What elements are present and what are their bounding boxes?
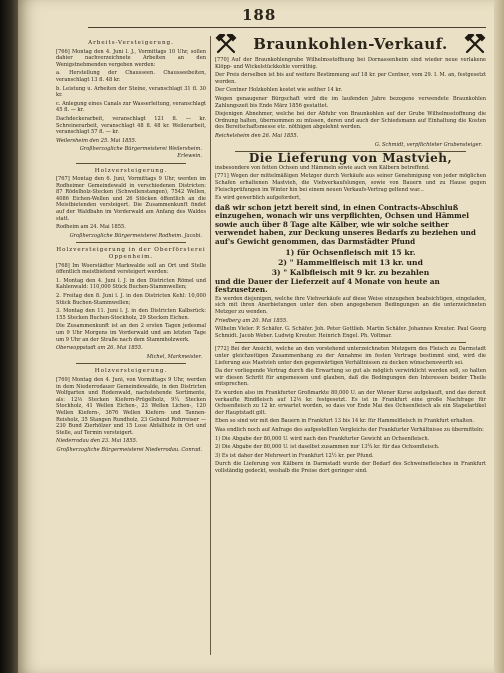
notice-paragraph: [770] Auf der Braunkohlengrube Wilhelmsstoffnung bei Dornassenheim sind wieder neue verlakene Klöpp- und Wickelstückkohle vorräthig.: [215, 57, 486, 70]
notice-date: Weilersheim den 25. Mai 1855.: [56, 137, 137, 144]
notice-braunkohlen: [215, 57, 486, 148]
notice-paragraph: Wegen genaugener Bürgschaft wird die im laufenden Jahre bezogene verwendete Braunkohlen Zahlungszeit bis Ende März 1856 gestattet.: [215, 95, 486, 109]
notice-paragraph: a. Herstellung der Chausseen. Chausseebeiten, veranschlagt 13 fl. 48 kr.: [56, 70, 206, 83]
notice-paragraph: Durch die Lieferung von Kälbern in Darmstadt wurde der Bedarf des Schweinefleisches in Frankfurt vollständig gedeckt, weshalb die Preise dort geringer sind.: [215, 461, 486, 474]
section-divider: [76, 163, 186, 164]
section-heading: Holzversteigerung.: [94, 368, 168, 375]
section-heading: Arbeits-Versteigerung.: [88, 40, 174, 46]
notice-paragraph: Was endlich noch auf Anfrage des aufgestellten Vergleichs der Frankfurter Verhältnisse zu übermitteln:: [215, 426, 484, 433]
crossed-hammers-icon: [215, 34, 237, 54]
notice-paragraph: c. Anlegung eines Canals zur Wasserleitung, veranschlagt 45 fl. — kr.: [56, 100, 206, 114]
notice-paragraph: 3) Es ist daher der Mehrwert in Frankfurt 12½ kr. per Pfund.: [215, 452, 374, 459]
right-column: [215, 32, 486, 655]
page-number: 188: [242, 6, 277, 24]
signatory-names: Wilhelm Vieler. P. Schäfer. G. Schäfer. Joh. Peter Gottlieb. Martin Schäfer. Johannes Kreuter. Paul Georg Schmidt. Jacob Weber. Ludwig Kreuter. Heinrich Engel. Ph. Voltmar.: [215, 326, 486, 339]
section-heading: Holzversteigerung in der Oberförsterei Oppenheim.: [56, 247, 206, 261]
notice-arbeits-versteigerung: [56, 40, 206, 160]
notice-paragraph: Es werden diejenigen, welche ihre Viehverkäufe auf diese Weise einzugehen beabsichtigen, eingeladen, sich mit ihren Anerbietungen unter den oben angegebenen Bedingungen an die unterzeichneten Metzger zu wenden.: [215, 295, 486, 316]
notice-paragraph: Es wurden also im Frankfurter Großmarkte 80,000 U. an der Wiener Kurse aufgekauft, und das derzeit verkaufte Rindfleisch auf 12⅓ kr. festgesetzt. Es ist in Frankfurt eine große Nachfrage für Ochsenfleisch zu 12 kr. erwartet worden, so dass vor Ende Mai des Ochsenfleisch als ein Stapelartikel der Hauptstadt gilt.: [215, 389, 486, 416]
book-binding-edge: [0, 0, 18, 673]
notice-paragraph: Eben so sind wir mit den Bauern in Frankfurt 13 bis 14 kr. für Hammelfleisch in Frankfurt erhalten.: [215, 418, 474, 425]
notice-paragraph: [767] Montag den 6. Juni, Vormittags 9 Uhr, werden im Rodheimer Gemeindewald in verschiedenen Districten: 87 Rödelholz-Stecken (Schwellenstangen), 7542 Wellen, 4086 Eichen-Wellen und 26 Stöcken öffentlich an die Meistbietenden versteigert. Die Zusammenkunft findet auf der Waldbahn im Vorderwald am Anfang des Waldes statt.: [56, 176, 206, 222]
notice-paragraph: 1. Montag den 4. Juni l. J. in den Districten Römel und Kahlenwald: 110,000 Stück Buchen-Stammwellen;: [56, 277, 206, 291]
notice-paragraph: 2) Die Abgabe der 80,000 U. ist daselbst zusammen nur 13¾ kr. für das Ochsenfleisch.: [215, 444, 440, 451]
notice-signature: Großherzogliche Bürgermeisterei Niederrodau. Conrad.: [56, 446, 202, 453]
notice-response: [215, 346, 486, 474]
notice-paragraph: Da der vorliegende Vertrag durch die Erwartung so gut als möglich verwirklicht werden soll, so halten wir diesen Schritt für angemessen und glauben, daß die Bedingungen den Interessen beider Theile entsprechen.: [215, 368, 486, 388]
notice-paragraph: Die Zusammenkunft ist an den 2 ersten Tagen jedesmal um 9 Uhr Morgens im Vorderwald und am letzten Tage um 9 Uhr an der Straße nach dem Stammholzwerk.: [56, 323, 206, 343]
contract-duration: und die Dauer der Lieferzeit auf 4 Monate von heute an festzusetzen.: [215, 276, 440, 295]
section-divider: [76, 242, 186, 243]
notice-paragraph: [772] Bei der Ansicht, welche an den vorstehend unterzeichneten Metzgern des Fleisch zu Darmstadt unter gleichzeitigen Zusammenhang zu der Annahme im festen Vertrage bestimmt sind, wird die Lieferung aus Mastvieh unter den gegenwärtigen Verhältnissen zu decken wünschenswerth sei.: [215, 346, 486, 366]
notice-paragraph: 3. Montag den 11. Juni l. J. in den Districten Kalbsrück: 155 Stecken Buchen-Stockholz, 29 Stecken Eichen.: [56, 308, 206, 321]
notice-paragraph: Diejenigen Abnehmer, welche bei der Abfuhr von Braunkohlen auf der Grube Wilhelmsstoffnung die Ordnung halten, übernommen zu müssen, deren und auch der Schiedsmann auf Einhaltung die Kosten des Bereitschaftsmesse etc. nöthigen abgelehnt werden.: [215, 111, 486, 131]
notice-paragraph: 2. Freitag den 8. Juni l. J. in den Districten Kehl: 10,000 Stück Buchen-Stammwellen;: [56, 293, 206, 306]
banner-title: Braunkohlen-Verkauf.: [253, 34, 448, 53]
price-line: 1) für Ochsenfleisch mit 15 kr.: [285, 247, 416, 257]
notice-date: Niederrodau den 23. Mai 1855.: [56, 438, 138, 445]
notice-holzversteigerung-oppenheim: [56, 247, 206, 360]
price-line: 3) " Kalbfleisch mit 9 kr. zu bezahlen: [271, 267, 430, 277]
notice-paragraph: [766] Montag den 4. Juni l. J., Vormittags 10 Uhr, sollen dahier nachverzeichnete Arbeiten an den Wenigstnehmenden vergeben werden:: [56, 48, 206, 68]
price-line: 2) " Hammelfleisch mit 13 kr. und: [278, 257, 423, 267]
notice-holzversteigerung-niederrodau: [56, 368, 206, 453]
notice-signature: Michel, Markmeister.: [146, 353, 202, 360]
notice-date: Oberwoppstadt am 26. Mai 1855.: [56, 345, 143, 352]
crossed-hammers-icon: [464, 34, 486, 54]
notice-paragraph: [768] Im Woerstädter Markwalde soll an Ort und Stelle öffentlich meistbietend versteigert werden:: [56, 262, 206, 276]
notice-mastvieh: [215, 165, 486, 340]
mastvieh-heading: Die Lieferung von Mastvieh,: [248, 151, 453, 166]
notice-paragraph: Dachdeckerarbeit, veranschlagt 121 fl. — kr. Schreinerarbeit, veranschlagt 48 fl. 48 kr. Weilerarbeit, veranschlagt 57 fl. — kr.: [56, 115, 206, 136]
notice-signature: Großherzogliche Bürgermeisterei Rodheim. Jacobi.: [69, 232, 202, 239]
notice-paragraph: Der Centner Holzkohlen kostet wie seither 14 kr.: [215, 87, 342, 94]
notice-holzversteigerung-rodheim: [56, 168, 206, 240]
notice-paragraph: b. Leistung u. Arbeiten der Steine, veranschlagt 31 fl. 30 kr.: [56, 85, 206, 99]
section-heading: Holzversteigerung.: [94, 167, 168, 174]
notice-paragraph: Der Preis derselben ist bis auf weitere Bestimmung auf 18 kr. per Centner, vom 29. I. M. an, festgesetzt worden.: [215, 72, 486, 85]
header-rule: [88, 27, 486, 28]
section-divider: [76, 363, 186, 364]
notice-date: Reichelsheim den 26. Mai 1855.: [215, 132, 299, 139]
page-right-edge: [494, 0, 504, 673]
notice-paragraph: [769] Montag den 4. Juni, von Vormittags 9 Uhr, werden in dem Niederrodauer Gemeindewalde, in den Districten Wolfgarten und Rodenwald, nachstehende Sortimente, als: 12⅓ Stecken Kiefern-Prügelholz, 9¼ Stecken Stockholz, 41 Wellen Eichen-, 23 Wellen Lichen-, 120 Wellen Kiefern-, 3676 Wellen Kiefern- und Tannen-Reisholz, 35 Stangen Rundholz, 23 Gebund Rohrreiser — 230 Bund Zierhölzer und 15 Lose Abfallholz in Ort und Stelle, auf Termin versteigert.: [56, 376, 206, 436]
braunkohlen-banner: [215, 34, 486, 54]
contract-statement: daß wir schon jetzt bereit sind, in einen Contracts-Abschluß einzugehen, wonach wir uns verpflichten, Ochsen und Hämmel sowie auch über 8 Tage alte Kälber, wie wir solche seither verwendet haben, zur Deckung unseres Bedarfs zu beziehen und auf's Gewicht genommen, das Darmstädter Pfund: [215, 202, 476, 247]
notice-paragraph: insbesondere von fetten Ochsen und Hämmeln sowie auch von Kälbern betreffend.: [215, 164, 430, 171]
notice-paragraph: Rodheim am 24. Mai 1855.: [56, 224, 126, 231]
section-divider: [235, 342, 466, 343]
newspaper-page: [18, 0, 504, 673]
notice-paragraph: Es wird gewerblich aufgefordert,: [215, 195, 301, 202]
notice-paragraph: [771] Wegen der mittelmäßigen Metzger durch Verkäufe aus seiner Genehmigung von jeder möglichen Schafen erhaltenen Mastvieh, die Viehverkaufslungen, sowie von Bauern und zu Hause gegen Fleischprüfungen im Winter hin bei einem neuen Verkaufs-Vertrag geltend war...: [215, 173, 486, 193]
notice-signature: Großherzogliche Bürgermeisterei Weilersheim. Erlewein.: [79, 146, 202, 159]
notice-paragraph: 1) Die Abgabe der 80,000 U. wird nach den Frankfurter Gewicht an Ochsenfleisch.: [215, 435, 430, 442]
notice-signature: G. Schmidt, verpflichteter Grubensteiger.: [374, 141, 482, 148]
notice-date: Friedberg am 20. Mai 1855.: [215, 317, 288, 324]
left-column: [56, 36, 211, 655]
